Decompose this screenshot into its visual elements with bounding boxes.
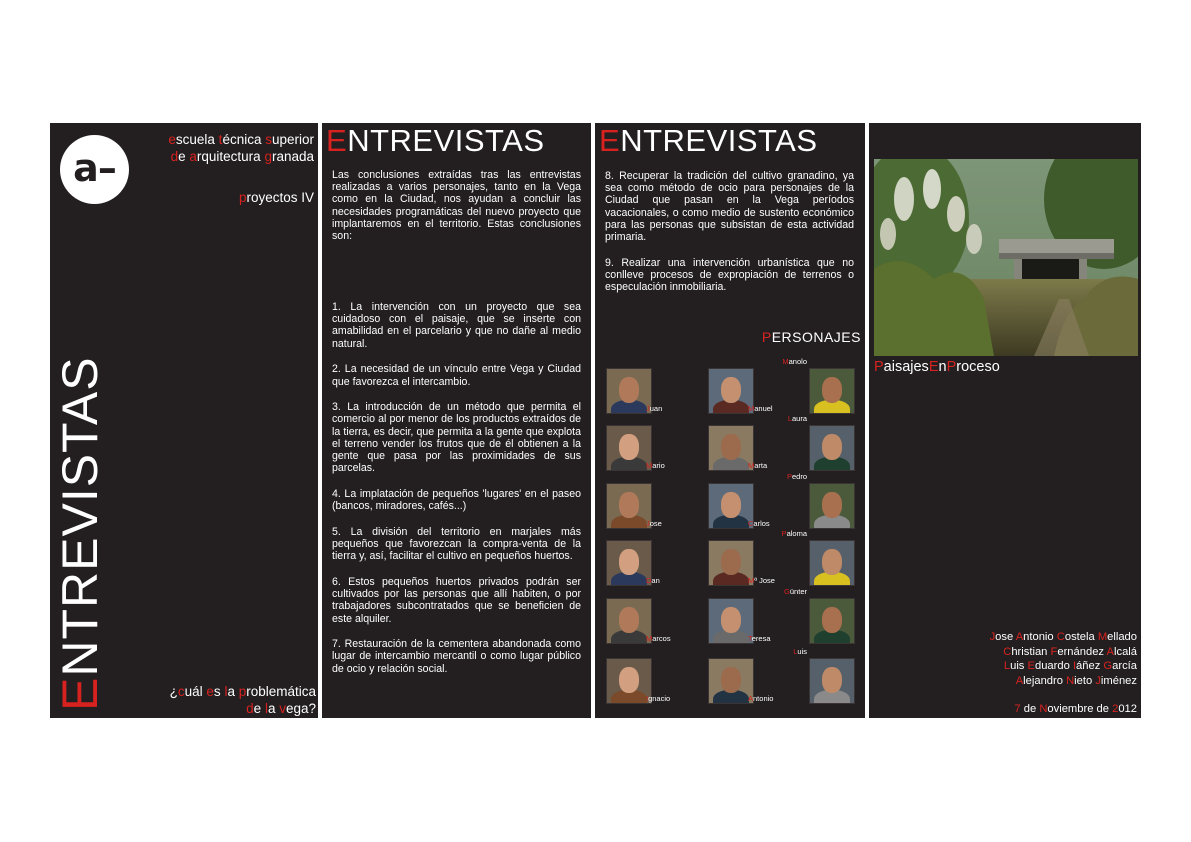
person-name: [748, 634, 771, 643]
text-segment: iménez: [1100, 674, 1137, 687]
bridge-landscape-image: [874, 159, 1138, 356]
text-segment: A: [1015, 674, 1024, 687]
text-segment: N: [1039, 703, 1048, 715]
person-name: [779, 414, 807, 423]
person-name: [779, 647, 807, 656]
conclusions-list: [605, 170, 854, 307]
person-face: [619, 549, 639, 575]
person-face: [721, 549, 741, 575]
person-name: [646, 404, 662, 413]
person-photo: [809, 598, 855, 644]
person-face: [619, 434, 639, 460]
text-segment: A: [1015, 631, 1024, 643]
text-segment: C: [1003, 645, 1012, 658]
question-line-1: [170, 683, 316, 700]
person-name-initial: P: [786, 472, 792, 481]
person-name: [748, 461, 767, 470]
person-name-rest: ª Jose: [754, 576, 775, 585]
text-segment: F: [1050, 645, 1058, 658]
person-name: [748, 694, 773, 703]
person-name-rest: anuel: [754, 404, 773, 413]
person-face: [822, 434, 842, 460]
person-name-rest: arcos: [652, 634, 671, 643]
text-segment: oviembre de: [1047, 703, 1113, 715]
vertical-title: ENTREVISTAS: [52, 356, 108, 711]
text-segment: a: [189, 149, 197, 164]
conclusion-item: 2. La necesidad de un vínculo entre Vega y Ciudad que favorezca el intercambio.: [332, 363, 581, 388]
text-segment: c: [177, 684, 185, 699]
panel-title: ENTREVISTAS: [599, 123, 818, 158]
panel-title: ENTREVISTAS: [326, 123, 545, 158]
person-face: [822, 667, 842, 693]
text-segment: M: [1097, 631, 1108, 643]
person-name: [646, 519, 662, 528]
text-segment: ostela: [1064, 631, 1098, 643]
person-face: [721, 377, 741, 403]
text-segment: 012: [1118, 703, 1137, 715]
person-name-rest: gnacio: [648, 694, 671, 703]
text-segment: v: [279, 701, 286, 716]
text-segment: d: [246, 701, 254, 716]
text-segment: uperior: [271, 132, 314, 147]
person-name-initial: T: [748, 634, 752, 643]
person-name-rest: ario: [652, 461, 665, 470]
text-segment: G: [1103, 660, 1113, 673]
text-segment: 7: [1014, 703, 1021, 715]
course-label: proyectos IV: [238, 190, 314, 205]
text-segment: ieto: [1074, 674, 1096, 687]
text-segment: E: [1027, 660, 1035, 673]
text-segment: lejandro: [1023, 674, 1067, 687]
person-name-rest: ntonio: [753, 694, 774, 703]
person-face: [619, 607, 639, 633]
text-segment: J: [989, 631, 996, 643]
person-face: [721, 492, 741, 518]
conclusion-item: 5. La división del territorio en marjales más pequeños que favorezcan la compra-venta de la tierra y, así, facilitar el cultivo en pequeños huertos.: [332, 525, 581, 563]
person-name: [646, 461, 665, 470]
person-photo: [809, 658, 855, 704]
text-segment: ranada: [271, 149, 314, 164]
person-face: [619, 492, 639, 518]
person-face: [721, 434, 741, 460]
person-name-rest: aloma: [786, 529, 807, 538]
person-name-rest: uis: [797, 647, 807, 656]
text-segment: arcía: [1112, 660, 1137, 673]
person-name-initial: P: [781, 529, 787, 538]
person-face: [822, 549, 842, 575]
text-segment: ose: [995, 631, 1016, 643]
person-name: [748, 404, 773, 413]
person-name: [779, 472, 807, 481]
text-segment: l: [264, 701, 268, 716]
text-segment: s: [265, 132, 272, 147]
person-name-initial: M: [646, 461, 653, 470]
person-name-initial: D: [646, 576, 652, 585]
text-segment: E: [928, 359, 939, 375]
person-name: [646, 576, 660, 585]
person-name: [646, 694, 670, 703]
personajes-heading: PERSONAJES: [761, 329, 861, 345]
person-name-initial: M: [748, 404, 755, 413]
text-segment: P: [946, 359, 957, 375]
person-face: [721, 607, 741, 633]
school-name: [168, 131, 314, 165]
person-face: [822, 607, 842, 633]
text-segment: aisajes: [883, 359, 929, 375]
text-segment: I: [1072, 660, 1077, 673]
text-segment: de: [1020, 703, 1040, 715]
text-segment: e: [168, 132, 176, 147]
person-name: [779, 587, 807, 596]
question-text: [170, 683, 316, 717]
person-name-initial: J: [646, 404, 650, 413]
person-name: [646, 634, 671, 643]
person-name-initial: M: [782, 357, 789, 366]
person-name-initial: L: [793, 647, 798, 656]
person-name-rest: arta: [754, 461, 768, 470]
text-segment: J: [1095, 674, 1101, 687]
person-photo: [809, 483, 855, 529]
conclusion-item: 3. La introducción de un método que permita el comercio al por menor de los productos extraídos de la tierra, es decir, que permita a la gente que explota el terreno vender los frutos que de él obtienen a la gente que pasa por las proximidades de sus parcelas.: [332, 401, 581, 475]
person-name: [748, 576, 775, 585]
author-name: [990, 630, 1137, 645]
person-name-initial: I: [646, 694, 649, 703]
person-photo: [809, 425, 855, 471]
authors-list: [990, 630, 1137, 688]
conclusion-item: 4. La implatación de pequeños 'lugares' en el paseo (bancos, miradores, cafés...): [332, 487, 581, 513]
person-photo: [809, 540, 855, 586]
conclusions-panel-1: [322, 123, 591, 718]
text-segment: a: [227, 684, 239, 699]
text-segment: duardo: [1034, 660, 1073, 673]
person-name-initial: M: [646, 634, 653, 643]
person-name-rest: ose: [649, 519, 662, 528]
text-segment: t: [218, 132, 223, 147]
text-segment: roceso: [956, 359, 1000, 375]
intro-paragraph: Las conclusiones extraídas tras las entrevistas realizadas a varios personajes, tanto en la Vega como en la Ciudad, nos ayudan a concluir las necesidades programáticas del nuevo proyecto que implantaremos en el territorio. Estas conclusiones son:: [332, 169, 581, 243]
text-segment: áñez: [1076, 660, 1104, 673]
text-segment: g: [264, 149, 272, 164]
question-line-2: [170, 700, 316, 717]
person-name-rest: aura: [791, 414, 807, 423]
person-name-initial: G: [784, 587, 790, 596]
conclusion-item: 7. Restauración de la cementera abandonada como lugar de intercambio mercantil o como lugar público de ocio y relación social.: [332, 638, 581, 675]
conclusion-item: 9. Realizar una intervención urbanística que no conlleve procesos de expropiación de terrenos o especulación inmobiliaria.: [605, 256, 854, 294]
text-segment: uis: [1010, 660, 1028, 673]
project-tag: [874, 359, 1000, 375]
conclusions-panel-2: [595, 123, 865, 718]
text-segment: écnica: [222, 132, 266, 147]
person-name-rest: an: [651, 576, 660, 585]
person-face: [619, 667, 639, 693]
person-face: [721, 667, 741, 693]
text-segment: hristian: [1011, 645, 1051, 658]
person-name-rest: uan: [649, 404, 663, 413]
text-segment: roblemática: [246, 684, 316, 699]
school-logo: a–: [60, 135, 129, 204]
person-name-initial: M: [748, 461, 755, 470]
person-name-initial: C: [748, 519, 754, 528]
person-name-rest: anolo: [788, 357, 807, 366]
person-face: [822, 492, 842, 518]
person-name: [779, 529, 807, 538]
text-segment: e: [253, 701, 265, 716]
text-segment: scuela: [175, 132, 219, 147]
text-segment: ega?: [285, 701, 316, 716]
text-segment: rquitectura: [196, 149, 265, 164]
person-face: [619, 377, 639, 403]
person-name: [748, 519, 770, 528]
person-name-initial: J: [646, 519, 650, 528]
person-name: [779, 357, 807, 366]
text-segment: e: [178, 149, 190, 164]
text-segment: n: [938, 359, 947, 375]
text-segment: ntonio: [1023, 631, 1057, 643]
text-segment: L: [1003, 660, 1011, 673]
conclusion-item: 6. Estos pequeños huertos privados podrán ser cultivados por las personas que allí habiten, o por trabajadores subcontratados que se beneficien de este alquiler.: [332, 575, 581, 625]
landscape-photo: [874, 159, 1138, 356]
text-segment: ernández: [1057, 645, 1107, 658]
text-segment: p: [238, 684, 247, 699]
text-segment: N: [1066, 674, 1075, 687]
text-segment: ellado: [1107, 631, 1137, 643]
cover-panel: [50, 123, 318, 718]
text-segment: 2: [1112, 703, 1119, 715]
text-segment: e: [206, 684, 214, 699]
school-line-1: [168, 131, 314, 148]
person-face: [822, 377, 842, 403]
author-name: [990, 659, 1137, 674]
conclusion-item: 1. La intervención con un proyecto que sea cuidadoso con el paisaje, que se inserte con amabilidad en el parcelario y que no dañe al medio natural.: [332, 301, 581, 350]
person-name-rest: eresa: [751, 634, 771, 643]
text-segment: uál: [184, 684, 207, 699]
person-name-initial: A: [748, 694, 754, 703]
person-name-rest: edro: [791, 472, 807, 481]
text-segment: A: [1106, 645, 1114, 658]
date-label: [1014, 703, 1137, 715]
text-segment: l: [224, 684, 228, 699]
conclusion-item: 8. Recuperar la tradición del cultivo granadino, ya sea como método de ocio para personajes de la Ciudad que pasan en la Vega períodos vacacionales, o como medio de sustento económico para las personas que subsistan de esta actividad primaria.: [605, 170, 854, 244]
text-segment: a: [267, 701, 280, 716]
person-name-rest: ünter: [789, 587, 807, 596]
text-segment: lcalá: [1113, 645, 1137, 658]
author-name: [990, 674, 1137, 689]
person-name-initial: L: [787, 414, 792, 423]
text-segment: ¿: [169, 684, 178, 699]
text-segment: C: [1056, 631, 1065, 643]
text-segment: P: [874, 359, 884, 375]
person-name-initial: M: [748, 576, 755, 585]
person-photo: [809, 368, 855, 414]
person-name-rest: arlos: [753, 519, 770, 528]
school-line-2: [168, 148, 314, 165]
text-segment: s: [213, 684, 225, 699]
text-segment: d: [170, 149, 179, 164]
credits-panel: [869, 123, 1141, 718]
conclusions-list: [332, 301, 581, 688]
author-name: [990, 645, 1137, 660]
